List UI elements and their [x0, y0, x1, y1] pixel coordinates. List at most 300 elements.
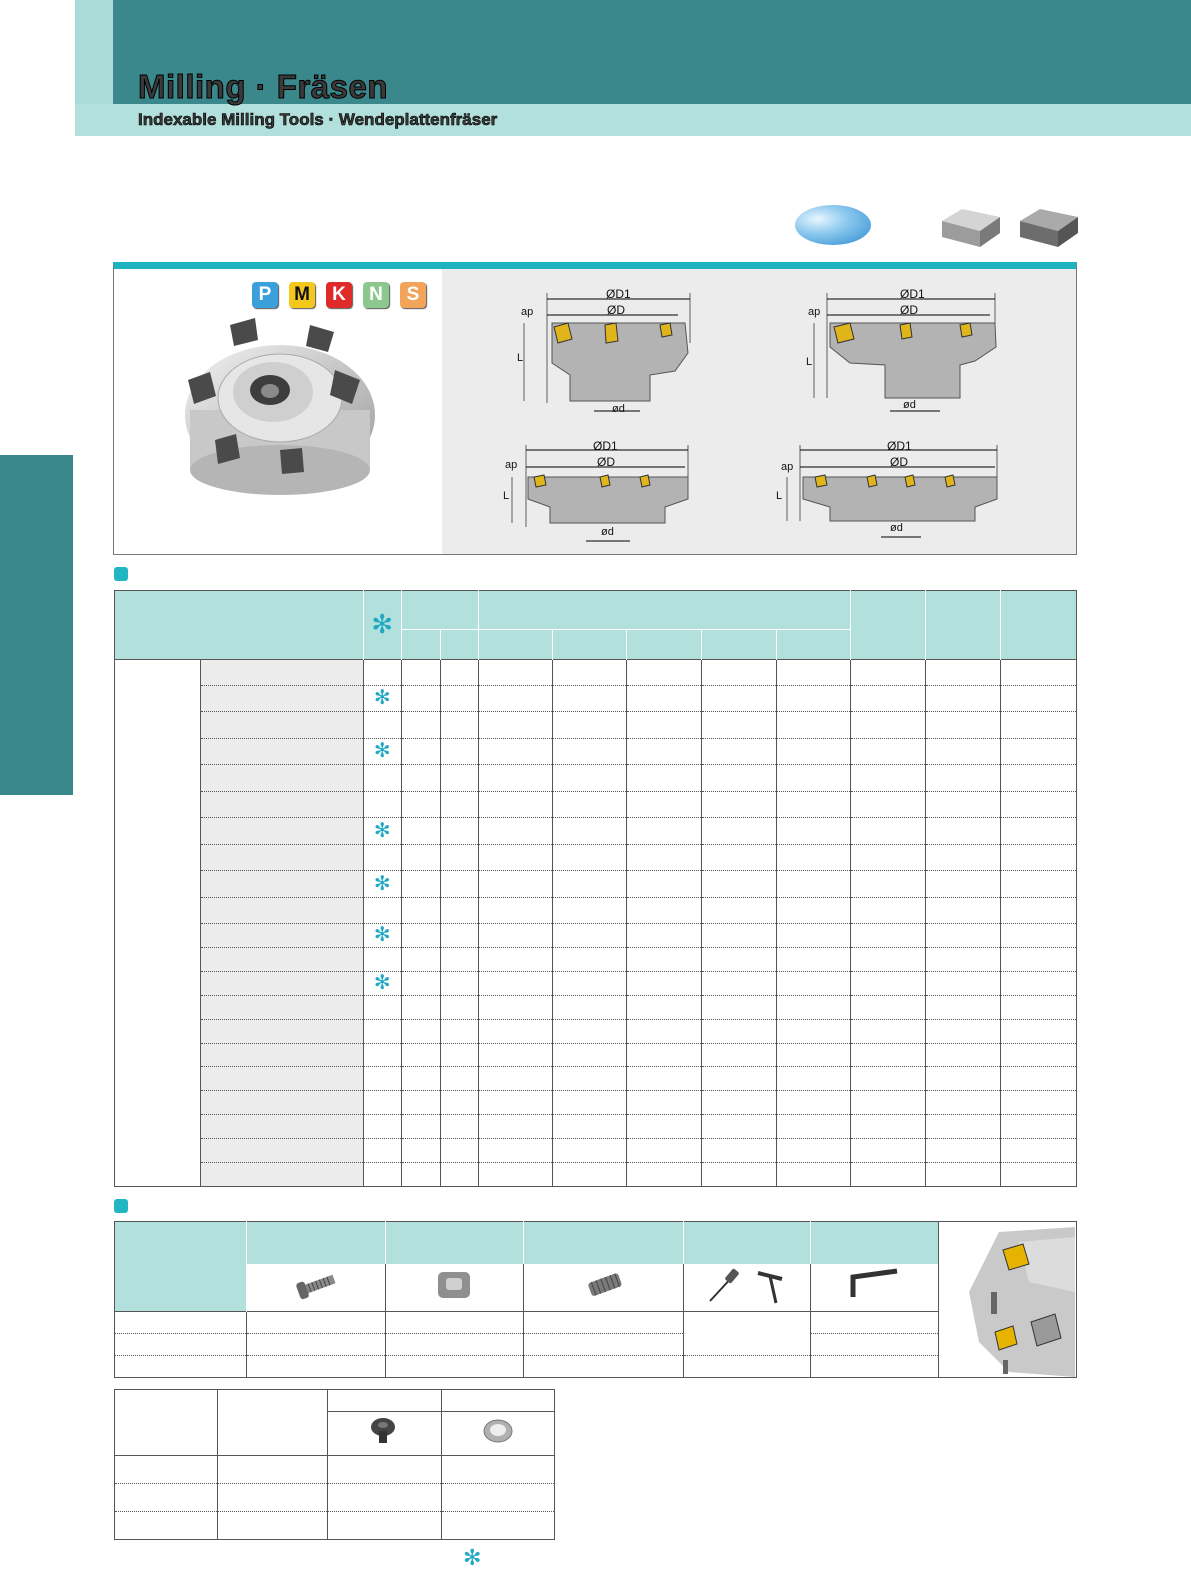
value-cell — [478, 712, 552, 738]
value-cell — [401, 1115, 440, 1139]
value-cell — [777, 1091, 851, 1115]
value-cell — [926, 712, 1001, 738]
value-cell — [627, 659, 702, 685]
value-cell — [478, 1043, 552, 1067]
value-cell — [440, 1091, 478, 1115]
value-cell — [777, 1115, 851, 1139]
table-row — [115, 685, 1077, 711]
value-cell — [440, 871, 478, 897]
value-cell — [777, 971, 851, 995]
value-cell — [440, 685, 478, 711]
milling-cutter-image — [170, 300, 385, 500]
value-cell — [702, 948, 777, 972]
stock-cell — [363, 1162, 401, 1186]
table-row — [115, 1162, 1077, 1186]
stock-cell — [363, 1115, 401, 1139]
stock-star-icon: ✻ — [373, 924, 391, 947]
value-cell — [702, 685, 777, 711]
parts-row-2-model — [115, 1334, 247, 1356]
parts-row-1-screw — [246, 1312, 385, 1334]
parts-image-wrench — [684, 1264, 811, 1312]
cutter-spec-table — [114, 590, 1077, 1187]
stock-star-icon: ✻ — [373, 971, 391, 994]
drawing-3-bore-label: ød — [601, 526, 614, 538]
value-cell — [851, 948, 926, 972]
value-cell — [926, 995, 1001, 1019]
value-cell — [552, 924, 627, 948]
value-cell — [926, 738, 1001, 764]
stock-cell — [363, 1139, 401, 1163]
value-cell — [401, 791, 440, 817]
stock-cell — [363, 948, 401, 972]
value-cell — [627, 712, 702, 738]
header-sub-3 — [478, 630, 552, 659]
parts-row-2-screw — [246, 1334, 385, 1356]
header-sub-4 — [552, 630, 627, 659]
value-cell — [777, 1019, 851, 1043]
model-cell — [200, 1162, 363, 1186]
value-cell — [702, 1091, 777, 1115]
value-cell — [478, 948, 552, 972]
value-cell — [777, 1162, 851, 1186]
model-cell — [200, 844, 363, 870]
model-cell — [200, 995, 363, 1019]
value-cell — [440, 1162, 478, 1186]
parts-image-shim — [385, 1264, 524, 1312]
table-row — [115, 924, 1077, 948]
model-cell — [200, 765, 363, 791]
value-cell — [702, 1019, 777, 1043]
parts-row-2-hex-key — [811, 1334, 939, 1356]
stock-cell — [363, 685, 401, 711]
value-cell — [851, 971, 926, 995]
model-cell — [200, 1091, 363, 1115]
header-model — [115, 591, 364, 660]
value-cell — [440, 971, 478, 995]
parts-row-2-shim — [385, 1334, 524, 1356]
parts-row-3-shim — [385, 1356, 524, 1378]
value-cell — [777, 897, 851, 923]
table-row — [115, 1139, 1077, 1163]
header-dimensions — [478, 591, 851, 630]
value-cell — [702, 897, 777, 923]
value-cell — [1000, 995, 1076, 1019]
value-cell — [702, 712, 777, 738]
model-cell — [200, 971, 363, 995]
washer-icon — [478, 1413, 518, 1449]
value-cell — [552, 1115, 627, 1139]
parts-header-model — [115, 1222, 247, 1312]
value-cell — [1000, 685, 1076, 711]
model-cell — [200, 659, 363, 685]
clamp-row-3-bolt — [328, 1512, 442, 1540]
value-cell — [777, 1067, 851, 1091]
dimension-drawing-3 — [500, 437, 700, 547]
spare-parts-table — [114, 1221, 939, 1378]
model-cell — [200, 791, 363, 817]
value-cell — [777, 659, 851, 685]
value-cell — [926, 871, 1001, 897]
value-cell — [851, 685, 926, 711]
header-sub-1 — [401, 630, 440, 659]
drawing-3-d1-label: ØD1 — [593, 439, 618, 453]
value-cell — [440, 659, 478, 685]
side-chapter-tab — [0, 455, 73, 795]
stock-cell — [363, 971, 401, 995]
value-cell — [401, 712, 440, 738]
parts-row-3-shim-screw — [524, 1356, 684, 1378]
value-cell — [478, 765, 552, 791]
workpiece-block-dark-icon — [1018, 207, 1080, 249]
value-cell — [440, 995, 478, 1019]
value-cell — [552, 995, 627, 1019]
drawing-1-d1-label: ØD1 — [606, 287, 631, 301]
parts-row-1-shim — [385, 1312, 524, 1334]
value-cell — [627, 948, 702, 972]
value-cell — [478, 791, 552, 817]
header-sub-6 — [702, 630, 777, 659]
value-cell — [1000, 844, 1076, 870]
value-cell — [478, 924, 552, 948]
stock-cell — [363, 897, 401, 923]
model-cell — [200, 712, 363, 738]
value-cell — [627, 995, 702, 1019]
header-stock — [363, 591, 401, 660]
drawing-3-d-label: ØD — [597, 455, 615, 469]
value-cell — [401, 1091, 440, 1115]
model-group-cell — [115, 659, 201, 1186]
clamp-row-2-bolt — [328, 1484, 442, 1512]
value-cell — [702, 924, 777, 948]
value-cell — [851, 818, 926, 844]
drawing-3-ap-label: ap — [505, 459, 518, 471]
value-cell — [777, 712, 851, 738]
value-cell — [926, 844, 1001, 870]
parts-header-hex-key — [811, 1222, 939, 1264]
value-cell — [401, 659, 440, 685]
parts-header-wrench — [684, 1222, 811, 1264]
table-row — [115, 971, 1077, 995]
table-row — [115, 897, 1077, 923]
value-cell — [401, 765, 440, 791]
stock-star-icon: ✻ — [373, 740, 391, 763]
value-cell — [552, 971, 627, 995]
clamp-header-washer — [442, 1390, 555, 1412]
model-cell — [200, 948, 363, 972]
drawing-4-ap-label: ap — [781, 461, 794, 473]
stock-cell — [363, 1019, 401, 1043]
value-cell — [552, 765, 627, 791]
header-col-11 — [851, 591, 926, 660]
value-cell — [478, 1115, 552, 1139]
value-cell — [926, 924, 1001, 948]
value-cell — [552, 1162, 627, 1186]
value-cell — [926, 685, 1001, 711]
stock-star-icon: ✻ — [373, 687, 391, 710]
value-cell — [440, 897, 478, 923]
value-cell — [440, 818, 478, 844]
clamp-image-washer — [442, 1412, 555, 1456]
stock-cell — [363, 712, 401, 738]
value-cell — [552, 659, 627, 685]
value-cell — [926, 1139, 1001, 1163]
value-cell — [627, 685, 702, 711]
clamp-row-1-arbor — [217, 1456, 328, 1484]
clamp-row-3-model — [115, 1512, 218, 1540]
table-row — [115, 844, 1077, 870]
value-cell — [777, 871, 851, 897]
value-cell — [401, 844, 440, 870]
value-cell — [627, 1091, 702, 1115]
value-cell — [401, 685, 440, 711]
value-cell — [440, 844, 478, 870]
screw-icon — [291, 1267, 341, 1303]
table-row — [115, 765, 1077, 791]
clamping-bolt-icon — [365, 1413, 405, 1449]
parts-row-1-shim-screw — [524, 1312, 684, 1334]
value-cell — [702, 818, 777, 844]
drawing-1-bore-label: ød — [612, 403, 625, 415]
value-cell — [1000, 818, 1076, 844]
value-cell — [440, 791, 478, 817]
stock-star-icon: ✻ — [371, 609, 394, 640]
stock-cell — [363, 871, 401, 897]
value-cell — [1000, 897, 1076, 923]
table-row — [115, 871, 1077, 897]
value-cell — [440, 948, 478, 972]
clamp-row-1-model — [115, 1456, 218, 1484]
value-cell — [627, 1162, 702, 1186]
stock-star-icon: ✻ — [373, 872, 391, 895]
value-cell — [1000, 1091, 1076, 1115]
value-cell — [478, 1162, 552, 1186]
value-cell — [478, 1139, 552, 1163]
value-cell — [1000, 948, 1076, 972]
value-cell — [926, 1162, 1001, 1186]
header-sub-5 — [627, 630, 702, 659]
value-cell — [926, 1019, 1001, 1043]
value-cell — [627, 765, 702, 791]
value-cell — [702, 659, 777, 685]
value-cell — [851, 897, 926, 923]
value-cell — [478, 659, 552, 685]
stock-cell — [363, 844, 401, 870]
shim-screw-icon — [579, 1267, 629, 1303]
value-cell — [851, 871, 926, 897]
model-cell — [200, 1043, 363, 1067]
table-row — [115, 1067, 1077, 1091]
value-cell — [401, 871, 440, 897]
value-cell — [401, 1139, 440, 1163]
value-cell — [777, 995, 851, 1019]
stock-cell — [363, 818, 401, 844]
value-cell — [552, 1019, 627, 1043]
table-row — [115, 738, 1077, 764]
value-cell — [926, 971, 1001, 995]
stock-cell — [363, 765, 401, 791]
value-cell — [627, 791, 702, 817]
value-cell — [401, 995, 440, 1019]
value-cell — [627, 897, 702, 923]
hex-key-icon — [845, 1267, 905, 1303]
value-cell — [478, 995, 552, 1019]
value-cell — [478, 1091, 552, 1115]
material-badge-n: N — [363, 282, 389, 308]
clamp-row-3-arbor — [217, 1512, 328, 1540]
coating-badge-icon — [795, 205, 871, 245]
clamp-image-bolt — [328, 1412, 442, 1456]
clamp-header-model — [115, 1390, 218, 1456]
value-cell — [401, 738, 440, 764]
value-cell — [702, 971, 777, 995]
drawing-1-d-label: ØD — [607, 303, 625, 317]
value-cell — [440, 1115, 478, 1139]
stock-cell — [363, 924, 401, 948]
header-col-13 — [1000, 591, 1076, 660]
shim-icon — [434, 1268, 474, 1302]
value-cell — [1000, 791, 1076, 817]
insert-assembly-illustration — [939, 1222, 1075, 1377]
value-cell — [552, 685, 627, 711]
value-cell — [440, 712, 478, 738]
value-cell — [478, 897, 552, 923]
parts-header-screw — [246, 1222, 385, 1264]
value-cell — [440, 738, 478, 764]
value-cell — [777, 1043, 851, 1067]
value-cell — [777, 924, 851, 948]
value-cell — [702, 1043, 777, 1067]
model-cell — [200, 818, 363, 844]
header-col-12 — [926, 591, 1001, 660]
value-cell — [702, 791, 777, 817]
table-row — [115, 1115, 1077, 1139]
value-cell — [1000, 871, 1076, 897]
value-cell — [627, 1043, 702, 1067]
drawing-2-ap-label: ap — [808, 306, 821, 318]
value-cell — [702, 738, 777, 764]
value-cell — [926, 1067, 1001, 1091]
value-cell — [777, 738, 851, 764]
value-cell — [926, 791, 1001, 817]
value-cell — [627, 1139, 702, 1163]
page-title: Milling · Fräsen — [138, 68, 389, 105]
value-cell — [1000, 712, 1076, 738]
value-cell — [552, 1067, 627, 1091]
drawing-4-bore-label: ød — [890, 522, 903, 534]
table-row — [115, 948, 1077, 972]
value-cell — [777, 791, 851, 817]
value-cell — [440, 1139, 478, 1163]
parts-header-shim-screw — [524, 1222, 684, 1264]
section-marker-spare-parts — [114, 1199, 128, 1213]
parts-row-3-wrench — [684, 1356, 811, 1378]
value-cell — [552, 1043, 627, 1067]
value-cell — [478, 1019, 552, 1043]
value-cell — [702, 1067, 777, 1091]
parts-image-shim-screw — [524, 1264, 684, 1312]
drawing-3-l-label: L — [503, 490, 510, 502]
drawing-1-ap-label: ap — [521, 306, 534, 318]
value-cell — [851, 1162, 926, 1186]
value-cell — [777, 844, 851, 870]
clamp-row-2-arbor — [217, 1484, 328, 1512]
value-cell — [627, 1067, 702, 1091]
value-cell — [401, 948, 440, 972]
parts-row-1-hex-key — [811, 1312, 939, 1334]
value-cell — [401, 1043, 440, 1067]
value-cell — [851, 1139, 926, 1163]
value-cell — [702, 871, 777, 897]
drawing-1-l-label: L — [517, 352, 524, 364]
value-cell — [926, 765, 1001, 791]
value-cell — [926, 818, 1001, 844]
model-cell — [200, 897, 363, 923]
value-cell — [1000, 1115, 1076, 1139]
stock-cell — [363, 995, 401, 1019]
clamp-row-1-washer — [442, 1456, 555, 1484]
value-cell — [401, 1019, 440, 1043]
stock-cell — [363, 659, 401, 685]
drawing-4-d-label: ØD — [890, 455, 908, 469]
clamping-parts-table — [114, 1389, 555, 1540]
value-cell — [552, 1091, 627, 1115]
value-cell — [702, 995, 777, 1019]
stock-cell — [363, 1091, 401, 1115]
value-cell — [1000, 765, 1076, 791]
parts-image-hex-key — [811, 1264, 939, 1312]
value-cell — [627, 1115, 702, 1139]
value-cell — [627, 844, 702, 870]
clamp-row-3-washer — [442, 1512, 555, 1540]
clamp-row-2-model — [115, 1484, 218, 1512]
value-cell — [552, 818, 627, 844]
model-cell — [200, 871, 363, 897]
value-cell — [851, 791, 926, 817]
material-badge-s: S — [400, 282, 426, 308]
value-cell — [851, 1019, 926, 1043]
value-cell — [1000, 1067, 1076, 1091]
parts-row-3-model — [115, 1356, 247, 1378]
value-cell — [478, 1067, 552, 1091]
value-cell — [1000, 659, 1076, 685]
workpiece-block-light-icon — [940, 207, 1002, 249]
value-cell — [1000, 1043, 1076, 1067]
value-cell — [627, 818, 702, 844]
model-cell — [200, 924, 363, 948]
value-cell — [926, 659, 1001, 685]
value-cell — [1000, 971, 1076, 995]
value-cell — [552, 1139, 627, 1163]
value-cell — [627, 871, 702, 897]
value-cell — [851, 765, 926, 791]
value-cell — [627, 924, 702, 948]
value-cell — [478, 971, 552, 995]
value-cell — [440, 924, 478, 948]
value-cell — [478, 738, 552, 764]
stock-cell — [363, 1067, 401, 1091]
parts-row-1-wrench — [684, 1312, 811, 1356]
value-cell — [627, 971, 702, 995]
parts-row-1-model — [115, 1312, 247, 1334]
header-sub-7 — [777, 630, 851, 659]
value-cell — [702, 844, 777, 870]
value-cell — [777, 765, 851, 791]
value-cell — [401, 924, 440, 948]
clamp-header-bolt — [328, 1390, 442, 1412]
value-cell — [702, 1139, 777, 1163]
material-badge-m: M — [289, 282, 315, 308]
clamp-row-1-bolt — [328, 1456, 442, 1484]
